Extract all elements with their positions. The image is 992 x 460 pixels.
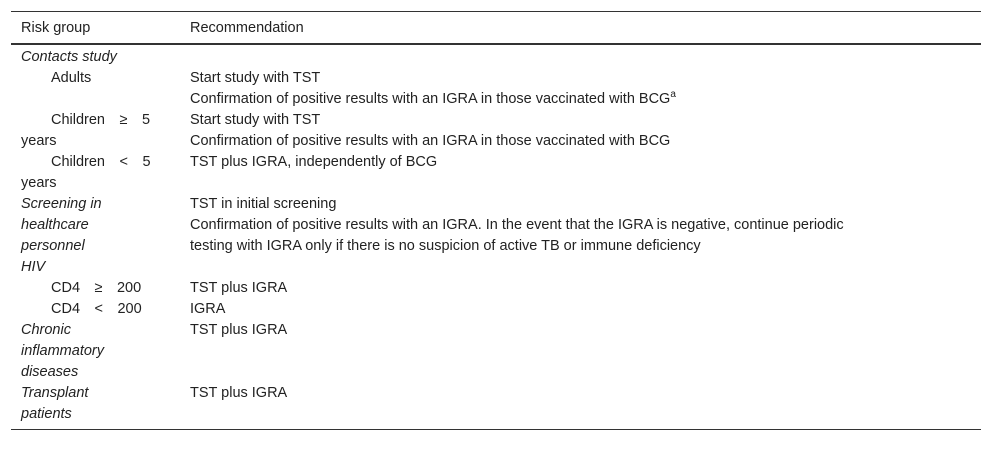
recommendation-line: Start study with TST bbox=[190, 112, 321, 128]
recommendation-line: Start study with TST bbox=[190, 70, 321, 86]
recommendation-line: Confirmation of positive results with an IGRA in those vaccinated with BCG bbox=[190, 91, 671, 107]
risk-group-children-ge5-cont: years bbox=[21, 133, 57, 149]
table-row bbox=[11, 320, 981, 383]
section-screening-healthcare: personnel bbox=[21, 238, 85, 254]
risk-group-children-ge5: Children ≥ 5 bbox=[51, 112, 151, 128]
risk-group-children-lt5: Children < 5 bbox=[51, 154, 151, 170]
recommendation-line: IGRA bbox=[190, 301, 226, 317]
risk-group-children-lt5-cont: years bbox=[21, 175, 57, 191]
table-header bbox=[11, 12, 981, 45]
section-transplant: Transplant bbox=[21, 385, 89, 401]
table-row bbox=[11, 383, 981, 425]
section-hiv: HIV bbox=[21, 259, 46, 275]
header-risk-group: Risk group bbox=[21, 19, 91, 36]
recommendation-line: Confirmation of positive results with an IGRA in those vaccinated with BCG bbox=[190, 133, 671, 149]
section-contacts-study: Contacts study bbox=[21, 49, 117, 65]
table-row bbox=[11, 278, 981, 299]
recommendation-line: Confirmation of positive results with an IGRA. In the event that the IGRA is negative, continue periodic bbox=[190, 217, 844, 233]
risk-group-cd4-ge200: CD4 ≥ 200 bbox=[51, 280, 142, 296]
recommendation-line: TST in initial screening bbox=[190, 196, 337, 212]
section-chronic-inflammatory: inflammatory bbox=[21, 343, 104, 359]
section-transplant: patients bbox=[21, 406, 72, 422]
footnote-marker: a bbox=[670, 89, 676, 100]
table-row bbox=[11, 110, 981, 152]
table-row bbox=[11, 257, 981, 278]
section-chronic-inflammatory: Chronic bbox=[21, 322, 71, 338]
section-screening-healthcare: healthcare bbox=[21, 217, 89, 233]
risk-group-adults: Adults bbox=[51, 70, 92, 86]
table-row bbox=[11, 194, 981, 257]
recommendation-line: TST plus IGRA, independently of BCG bbox=[190, 154, 438, 170]
section-screening-healthcare: Screening in bbox=[21, 196, 102, 212]
header-recommendation: Recommendation bbox=[190, 19, 304, 36]
recommendation-line: TST plus IGRA bbox=[190, 322, 288, 338]
recommendation-line: testing with IGRA only if there is no suspicion of active TB or immune deficiency bbox=[190, 238, 701, 254]
risk-group-cd4-lt200: CD4 < 200 bbox=[51, 301, 142, 317]
table-row bbox=[11, 68, 981, 110]
section-chronic-inflammatory: diseases bbox=[21, 364, 79, 380]
table-row bbox=[11, 299, 981, 320]
table-row bbox=[11, 47, 981, 68]
recommendation-line: TST plus IGRA bbox=[190, 385, 288, 401]
recommendation-line: TST plus IGRA bbox=[190, 280, 288, 296]
table-row bbox=[11, 152, 981, 194]
recommendation-table bbox=[11, 11, 981, 430]
